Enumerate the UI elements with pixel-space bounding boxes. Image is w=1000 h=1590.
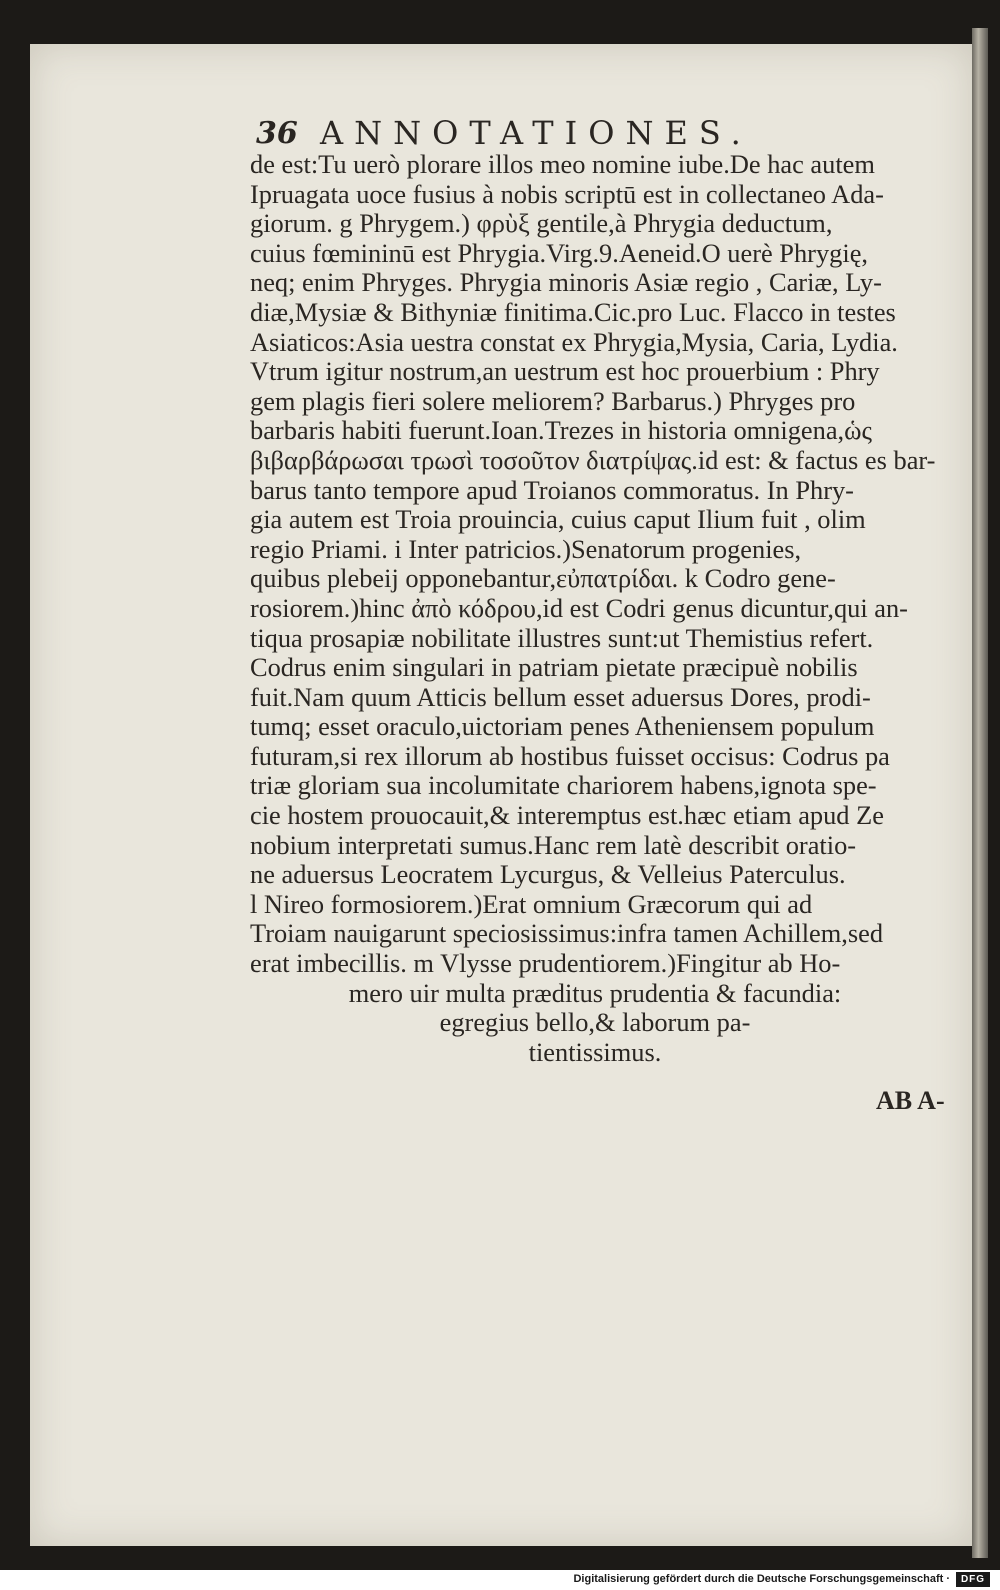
text-line: erat imbecillis. m Vlysse prudentiorem.)Fingitur ab Ho- (250, 948, 841, 979)
text-line: nobium interpretati sumus.Hanc rem latè describit oratio- (250, 829, 857, 860)
dfg-logo-icon: DFG (956, 1572, 990, 1587)
text-line: fuit.Nam quum Atticis bellum esset aduersus Dores, prodi- (250, 681, 871, 712)
text-line: Ipruagata uoce fusius à nobis scriptū est in collectaneo Ada- (250, 178, 884, 209)
text-line: l Nireo formosiorem.)Erat omnium Græcorum qui ad (250, 888, 813, 919)
body-text (250, 150, 940, 1067)
text-line: gia autem est Troia prouincia, cuius caput Ilium fuit , olim (250, 504, 866, 535)
text-line: barus tanto tempore apud Troianos commoratus. In Phry- (250, 474, 854, 505)
text-line: quibus plebeij opponebantur,εὐπατρίδαι. k Codro gene- (250, 563, 836, 594)
text-line: futuram,si rex illorum ab hostibus fuisset occisus: Codrus pa (250, 740, 890, 771)
catchword: AB A- (876, 1086, 945, 1115)
text-line: barbaris habiti fuerunt.Ioan.Trezes in historia omnigena,ὡς (250, 415, 872, 446)
closing-line: mero uir multa præditus prudentia & facundia: (348, 977, 842, 1008)
text-line: rosiorem.)hinc ἀπὸ κόδρου,id est Codri genus dicuntur,qui an- (250, 592, 908, 623)
text-line: cuius fœmininū est Phrygia.Virg.9.Aeneid.O uerè Phrygię, (250, 237, 869, 268)
text-line: de est:Tu uerò plorare illos meo nomine iube.De hac autem (250, 149, 875, 179)
text-line: cie hostem prouocauit,& interemptus est.hæc etiam apud Ze (250, 800, 884, 831)
text-line: Codrus enim singulari in patriam pietate præcipuè nobilis (250, 652, 858, 683)
text-line: neq; enim Phryges. Phrygia minoris Asiæ regio , Cariæ, Ly- (250, 267, 882, 298)
text-line: regio Priami. i Inter patricios.)Senatorum progenies, (250, 533, 802, 564)
closing-line: tientissimus. (528, 1036, 662, 1067)
closing-line: egregius bello,& laborum pa- (439, 1007, 751, 1038)
text-line: gem plagis fieri solere meliorem? Barbarus.) Phryges pro (250, 385, 856, 416)
text-line: Vtrum igitur nostrum,an uestrum est hoc prouerbium : Phry (250, 356, 880, 387)
text-line: tumq; esset oraculo,uictoriam penes Atheniensem populum (250, 711, 875, 742)
page-edge (972, 28, 988, 1558)
text-line: triæ gloriam sua incolumitate chariorem habens,ignota spe- (250, 770, 877, 801)
text-line: diæ,Mysiæ & Bithyniæ finitima.Cic.pro Luc. Flacco in testes (250, 296, 896, 327)
footer-bar (0, 1570, 1000, 1590)
text-line: Troiam nauigarunt speciosissimus:infra tamen Achillem,sed (250, 918, 884, 949)
footer-credit: Digitalisierung gefördert durch die Deutsche Forschungsgemeinschaft · (573, 1573, 950, 1585)
text-line: giorum. g Phrygem.) φρὺξ gentile,à Phrygia deductum, (250, 208, 833, 239)
running-head: ANNOTATIONES. (320, 114, 752, 152)
text-line: Asiaticos:Asia uestra constat ex Phrygia,Mysia, Caria, Lydia. (250, 326, 898, 357)
text-line: ne aduersus Leocratem Lycurgus, & Velleius Paterculus. (250, 859, 846, 890)
text-line: tiqua prosapiæ nobilitate illustres sunt:ut Themistius refert. (250, 622, 874, 653)
text-line: βιβαρβάρωσαι τρωσὶ τοσοῦτον διατρίψας.id est: & factus es bar- (250, 444, 936, 475)
page-number: 36 (256, 116, 298, 151)
